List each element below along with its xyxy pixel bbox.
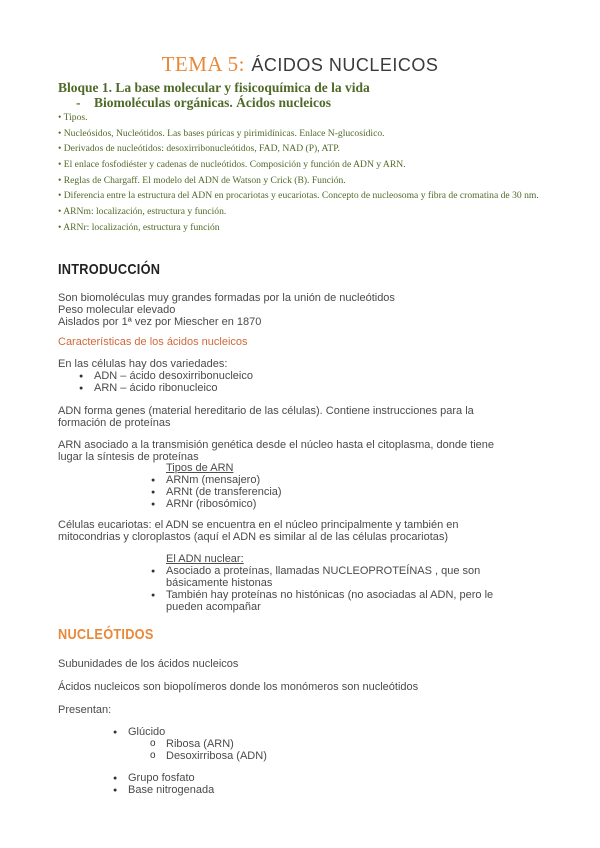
paragraph-line: ADN forma genes (material hereditario de las células). Contiene instrucciones para la <box>58 405 474 417</box>
list-item: ● ARN – ácido ribonucleico <box>94 382 218 394</box>
paragraph-line: Células eucariotas: el ADN se encuentra en el núcleo principalmente y también en <box>58 519 459 531</box>
nucleotides-heading: NUCLEÓTIDOS <box>58 626 154 643</box>
topic-item: • ARNm: localización, estructura y función. <box>58 206 227 218</box>
list-item: ● ADN – ácido desoxirribonucleico <box>94 370 253 382</box>
topic-item: • Diferencia entre la estructura del ADN en procariotas y eucariotas. Concepto de nucleosoma y fibra de cromatina de 30 nm. <box>58 190 539 202</box>
intro-heading: INTRODUCCIÓN <box>58 261 161 278</box>
topic-item: • Reglas de Chargaff. El modelo del ADN de Watson y Crick (B). Función. <box>58 174 346 186</box>
list-item: ● También hay proteínas no histónicas (no asociadas al ADN, pero le <box>166 589 493 601</box>
sublist-item: o Desoxirribosa (ADN) <box>166 750 267 762</box>
paragraph-line: Ácidos nucleicos son biopolímeros donde los monómeros son nucleótidos <box>58 681 419 693</box>
list-item: ● ARNr (ribosómico) <box>166 498 256 510</box>
title-text: ÁCIDOS NUCLEICOS <box>251 55 439 75</box>
title-number: TEMA 5: <box>161 52 246 76</box>
topic-item: • ARNr: localización, estructura y función <box>58 221 220 233</box>
topic-list <box>58 112 558 238</box>
varieties-intro: En las células hay dos variedades: <box>58 358 228 370</box>
topic-item: • Tipos. <box>58 112 88 123</box>
intro-line: Aislados por 1ª vez por Miescher en 1870 <box>58 316 262 328</box>
list-item: ● Asociado a proteínas, llamadas NUCLEOPROTEÍNAS , que son <box>166 565 480 577</box>
subheading: El ADN nuclear: <box>166 553 244 565</box>
subtitle-text: Biomoléculas orgánicas. Ácidos nucleicos <box>94 95 331 110</box>
list-item: ● ARNt (de transferencia) <box>166 486 282 498</box>
topic-item: • Derivados de nucleótidos: desoxirribonucleótidos, FAD, NAD (P), ATP. <box>58 143 340 155</box>
list-item-continuation: básicamente histonas <box>166 577 273 589</box>
intro-line: Son biomoléculas muy grandes formadas por la unión de nucleótidos <box>58 292 395 304</box>
paragraph-line: Presentan: <box>58 704 112 716</box>
page-title <box>0 52 600 77</box>
list-item-continuation: pueden acompañar <box>166 601 261 613</box>
subtitle-dash: - <box>76 95 81 110</box>
paragraph-line: formación de proteínas <box>58 417 171 429</box>
intro-line: Peso molecular elevado <box>58 304 176 316</box>
block-heading: Bloque 1. La base molecular y fisicoquímica de la vida <box>58 80 370 95</box>
subheading: Tipos de ARN <box>166 462 234 474</box>
block-subtitle <box>76 95 331 111</box>
paragraph-line: lugar la síntesis de proteínas <box>58 451 199 463</box>
list-item: ● ARNm (mensajero) <box>166 474 260 486</box>
paragraph-line: Subunidades de los ácidos nucleicos <box>58 658 239 670</box>
paragraph-line: ARN asociado a la transmisión genética desde el núcleo hasta el citoplasma, donde tiene <box>58 439 494 451</box>
list-item: ● Glúcido <box>128 726 165 738</box>
list-item: ● Base nitrogenada <box>128 784 214 796</box>
topic-item: • Nucleósidos, Nucleótidos. Las bases púricas y pirimidínicas. Enlace N-glucosídico. <box>58 127 385 139</box>
paragraph-line: mitocondrias y cloroplastos (aquí el ADN es similar al de las células procariotas) <box>58 531 449 543</box>
topic-item: • El enlace fosfodiéster y cadenas de nucleótidos. Composición y función de ADN y ARN. <box>58 159 406 171</box>
list-item: ● Grupo fosfato <box>128 772 195 784</box>
sublist-item: o Ribosa (ARN) <box>166 738 234 750</box>
characteristics-heading: Características de los ácidos nucleicos <box>58 336 248 348</box>
